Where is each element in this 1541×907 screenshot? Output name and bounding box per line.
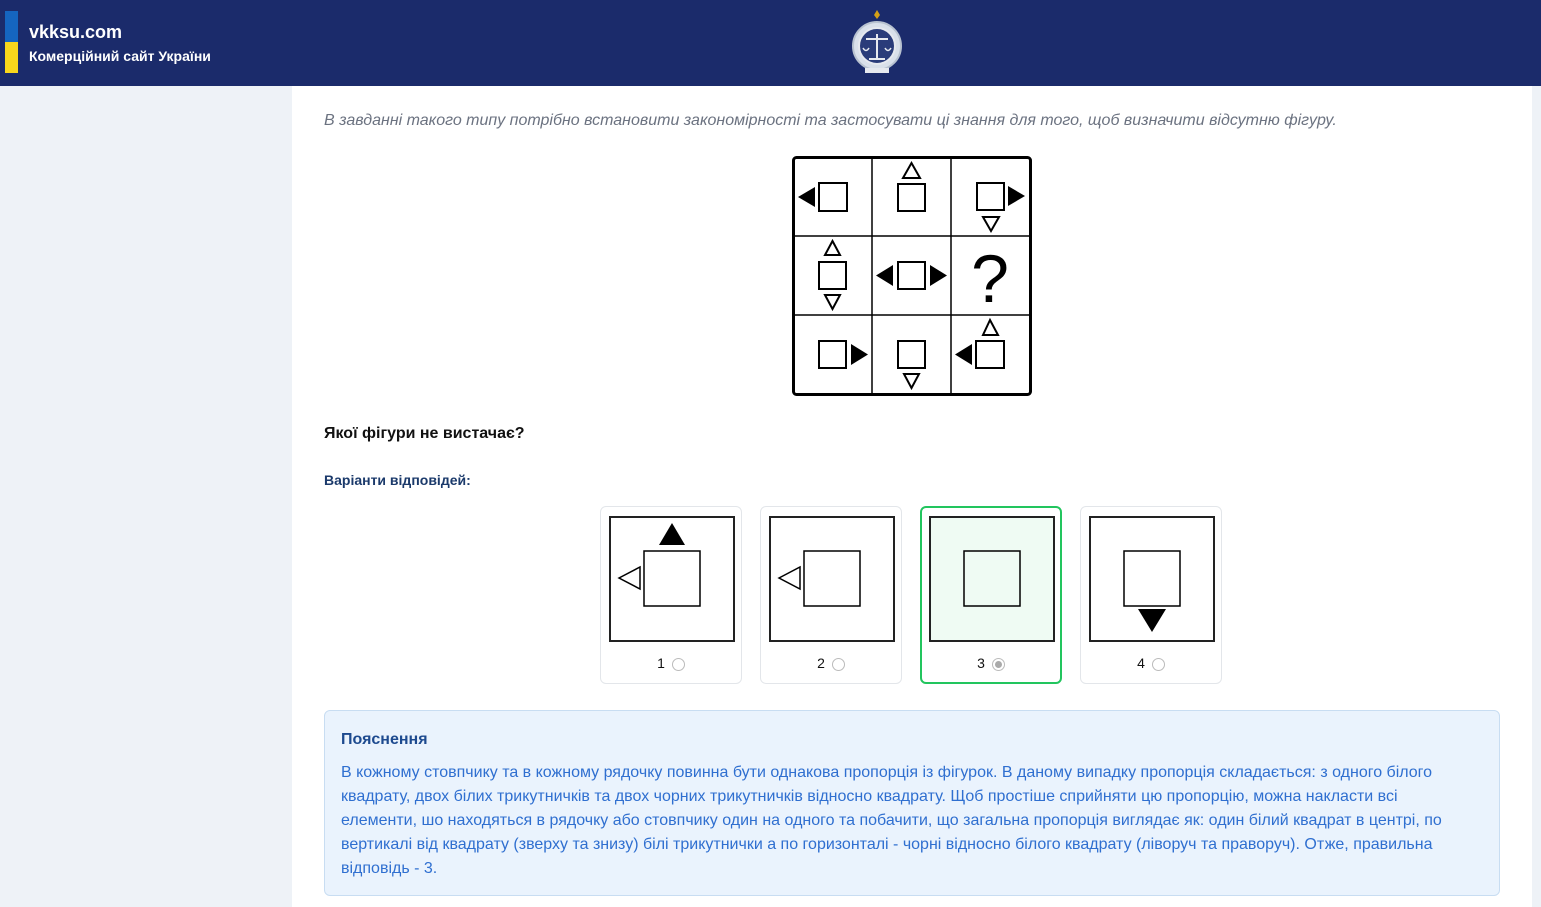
option-3-radio[interactable] bbox=[992, 658, 1005, 671]
explanation-box bbox=[324, 710, 1500, 896]
answer-option-4[interactable] bbox=[1080, 506, 1222, 684]
option-2-label: 2 bbox=[817, 655, 825, 671]
court-emblem-icon bbox=[847, 8, 907, 76]
option-1-radio[interactable] bbox=[672, 658, 685, 671]
site-subtitle: Комерційний сайт України bbox=[29, 48, 211, 64]
main-content bbox=[292, 86, 1532, 907]
option-1-label: 1 bbox=[657, 655, 665, 671]
option-2-figure bbox=[769, 516, 895, 642]
missing-figure-mark: ? bbox=[971, 241, 1009, 317]
option-4-radio[interactable] bbox=[1152, 658, 1165, 671]
option-2-radio[interactable] bbox=[832, 658, 845, 671]
task-intro: В завданні такого типу потрібно встановити закономірності та застосувати ці знання для того, щоб визначити відсутню фігуру. bbox=[324, 112, 1337, 129]
ukraine-flag-icon bbox=[5, 11, 18, 73]
option-3-figure bbox=[929, 516, 1055, 642]
site-name[interactable]: vkksu.com bbox=[29, 22, 123, 42]
answers-label: Варіанти відповідей: bbox=[324, 472, 471, 488]
answer-option-2[interactable] bbox=[760, 506, 902, 684]
question-text: Якої фігури не вистачає? bbox=[324, 425, 525, 442]
explanation-title: Пояснення bbox=[341, 731, 428, 748]
option-4-label: 4 bbox=[1137, 655, 1145, 671]
explanation-text: В кожному стовпчику та в кожному рядочку повинна бути однакова пропорція із фігурок. В даному випадку пропорція складається: з одного білого квадрату, двох білих трикутничків та двох чорних трикутничків відносно квадрату. Щоб простіше сприйняти цю пропорцію, можна накласти всі елементи, шо находяться в рядочку або стовпчику один на одного та побачити, що загальна пропорція виглядає як: один білий квадрат в центрі, по вертикалі від квадрату (зверху та знизу) білі трикутнички а по горизонталі - чорні відносно білого квадрату (ліворуч та праворуч). Отже, правильна відповідь - 3. bbox=[341, 764, 1442, 877]
puzzle-grid bbox=[792, 156, 1032, 396]
top-header bbox=[0, 0, 1541, 86]
answer-option-1[interactable] bbox=[600, 506, 742, 684]
answer-option-3[interactable] bbox=[920, 506, 1062, 684]
option-1-figure bbox=[609, 516, 735, 642]
option-4-figure bbox=[1089, 516, 1215, 642]
option-3-label: 3 bbox=[977, 655, 985, 671]
